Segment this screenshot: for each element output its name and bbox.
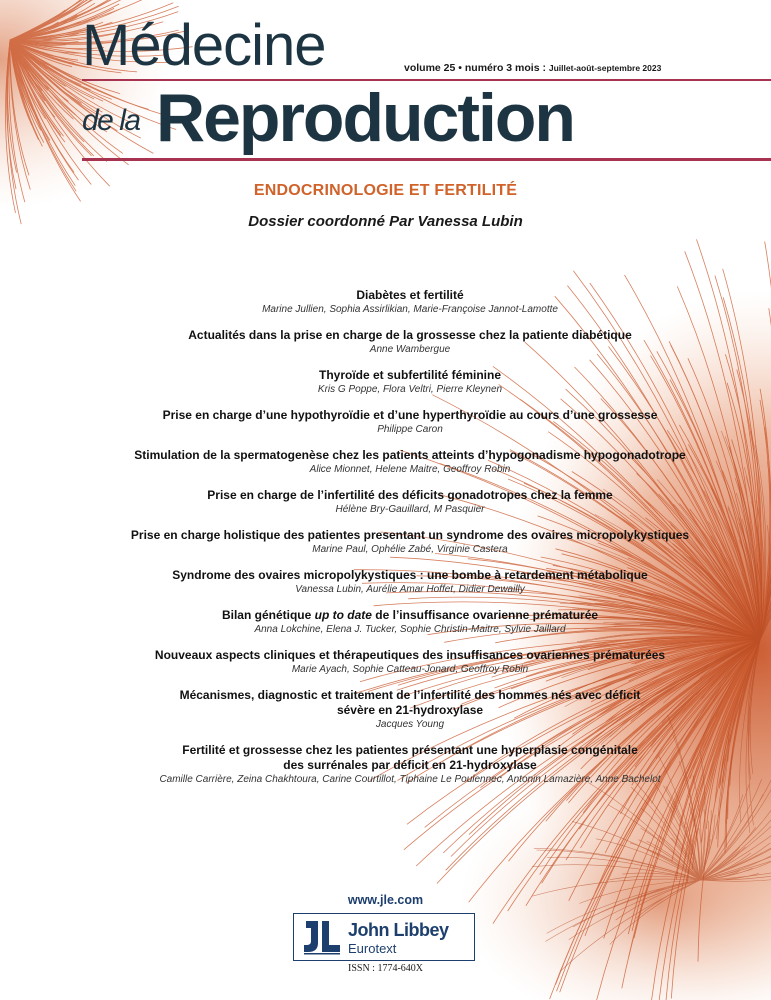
article-title: Mécanismes, diagnostic et traitement de l’infertilité des hommes nés avec déficit xyxy=(179,688,641,702)
article-authors: Jacques Young xyxy=(375,719,445,730)
article-title xyxy=(80,608,740,623)
article-authors: Marine Jullien, Sophia Assirlikian, Marie-Françoise Jannot-Lamotte xyxy=(262,304,558,315)
publisher-subname: Eurotext xyxy=(348,941,397,956)
article-authors: Kris G Poppe, Flora Veltri, Pierre Kleynen xyxy=(317,384,503,395)
dossier-section-title: ENDOCRINOLOGIE ET FERTILITÉ xyxy=(253,182,518,199)
article-title: Stimulation de la spermatogenèse chez les patients atteints d’hypogonadisme hypogonadotrope xyxy=(134,448,686,462)
article-authors: Hélène Bry-Gauillard, M Pasquier xyxy=(335,504,485,515)
issue-info xyxy=(404,62,661,74)
article-item xyxy=(80,528,740,556)
article-title-part: de l’insuffisance ovarienne prématurée xyxy=(371,608,599,622)
article-item xyxy=(80,488,740,516)
dossier-coordinator: Dossier coordonné Par Vanessa Lubin xyxy=(248,213,523,230)
article-title-part: Bilan génétique xyxy=(221,608,315,622)
article-authors: Anna Lokchine, Elena J. Tucker, Sophie Christin-Maitre, Sylvie Jaillard xyxy=(254,624,566,635)
article-title: Syndrome des ovaires micropolykystiques : une bombe à retardement métabolique xyxy=(172,568,648,582)
issue-months: Juillet-août-septembre 2023 xyxy=(548,63,662,73)
article-item xyxy=(80,408,740,436)
article-authors: Vanessa Lubin, Aurélie Amar Hoffet, Didier Dewailly xyxy=(295,584,525,595)
article-item xyxy=(80,328,740,356)
article-item xyxy=(80,288,740,316)
article-title-line2: sévère en 21-hydroxylase xyxy=(336,703,484,717)
article-title: Thyroïde et subfertilité féminine xyxy=(318,368,502,382)
journal-title-medecine: Médecine xyxy=(82,13,326,78)
article-item xyxy=(80,448,740,476)
article-title: Nouveaux aspects cliniques et thérapeutiques des insuffisances ovariennes prématurées xyxy=(154,648,666,662)
publisher-logo xyxy=(293,913,475,961)
article-authors: Alice Mionnet, Helene Maitre, Geoffroy Robin xyxy=(309,464,511,475)
journal-title-de-la: de la xyxy=(82,104,140,137)
article-authors: Anne Wambergue xyxy=(369,344,451,355)
article-title-emphasis: up to date xyxy=(314,608,372,622)
jl-logo-icon xyxy=(302,919,342,955)
article-item xyxy=(80,568,740,596)
article-title: Prise en charge holistique des patientes presentant un syndrome des ovaires micropolykystiques xyxy=(130,528,690,542)
article-item xyxy=(80,648,740,676)
article-item xyxy=(80,608,740,636)
article-title: Prise en charge d’une hypothyroïdie et d’une hyperthyroïdie au cours d’une grossesse xyxy=(162,408,658,422)
article-title: Prise en charge de l’infertilité des déficits gonadotropes chez la femme xyxy=(207,488,613,502)
article-authors: Marine Paul, Ophélie Zabé, Virginie Castera xyxy=(312,544,508,555)
article-item xyxy=(80,368,740,396)
journal-title-reproduction: Reproduction xyxy=(156,80,574,156)
article-title: Fertilité et grossesse chez les patientes présentant une hyperplasie congénitale xyxy=(182,743,638,757)
article-authors: Marie Ayach, Sophie Catteau-Jonard, Geoffroy Robin xyxy=(291,664,529,675)
table-of-contents xyxy=(80,288,740,798)
publisher-name: John Libbey xyxy=(348,920,449,940)
article-authors: Camille Carrière, Zeina Chakhtoura, Carine Courtillot, Tiphaine Le Poulennec, Antonin Lamazière, Anne Bachelot xyxy=(159,774,661,785)
publisher-url[interactable]: www.jle.com xyxy=(347,893,424,907)
header-rule-bottom xyxy=(82,158,771,161)
issn: ISSN : 1774-640X xyxy=(347,963,423,974)
article-title: Diabètes et fertilité xyxy=(356,288,464,302)
article-title-line2: des surrénales par déficit en 21-hydroxylase xyxy=(283,758,537,772)
issue-volume-number: volume 25 • numéro 3 mois : xyxy=(404,62,549,74)
article-item xyxy=(80,743,740,786)
article-title: Actualités dans la prise en charge de la grossesse chez la patiente diabétique xyxy=(188,328,632,342)
article-authors: Philippe Caron xyxy=(377,424,443,435)
article-item xyxy=(80,688,740,731)
